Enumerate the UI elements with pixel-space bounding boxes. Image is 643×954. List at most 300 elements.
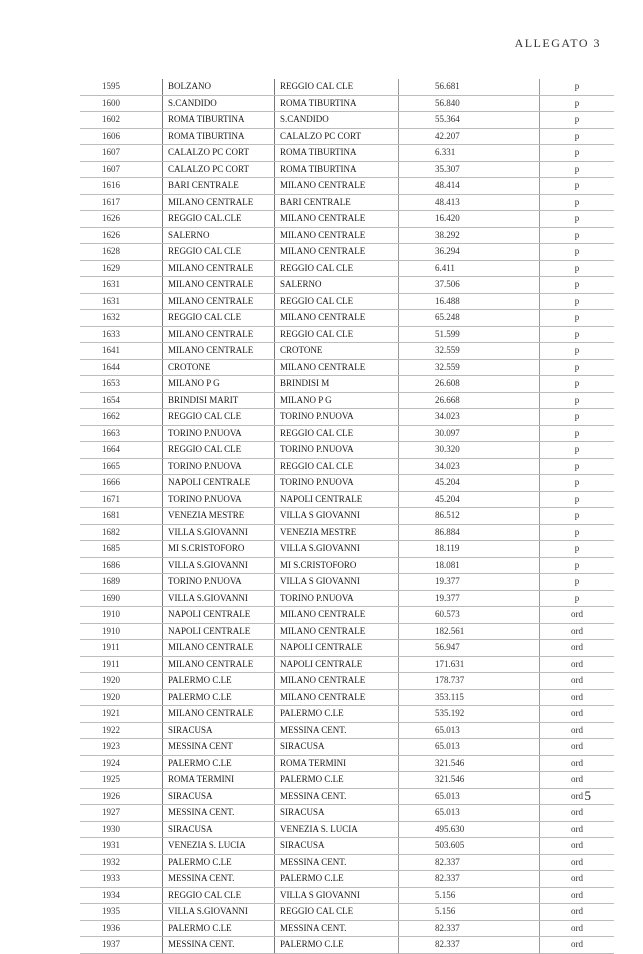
train-number-cell: 1686 [80, 557, 163, 574]
km-cell: 34.023 [399, 458, 540, 475]
origin-cell: MILANO P G [163, 376, 275, 393]
origin-cell: REGGIO CAL CLE [163, 442, 275, 459]
type-cell: ord [540, 904, 615, 921]
table-row [80, 475, 614, 492]
table-row [80, 788, 614, 805]
km-cell: 182.561 [399, 623, 540, 640]
type-cell: p [540, 590, 615, 607]
km-cell: 18.119 [399, 541, 540, 558]
type-cell: p [540, 112, 615, 129]
type-cell: ord [540, 689, 615, 706]
train-number-cell: 1936 [80, 920, 163, 937]
type-cell: p [540, 508, 615, 525]
page-number: 5 [584, 788, 591, 803]
km-cell: 65.013 [399, 805, 540, 822]
km-cell: 35.307 [399, 161, 540, 178]
type-cell: p [540, 194, 615, 211]
destination-cell: ROMA TERMINI [275, 755, 399, 772]
destination-cell: VENEZIA S. LUCIA [275, 821, 399, 838]
origin-cell: MESSINA CENT. [163, 937, 275, 954]
destination-cell: NAPOLI CENTRALE [275, 656, 399, 673]
km-cell: 178.737 [399, 673, 540, 690]
destination-cell: PALERMO C.LE [275, 937, 399, 954]
destination-cell: SIRACUSA [275, 739, 399, 756]
table-row [80, 194, 614, 211]
type-cell: ord [540, 755, 615, 772]
destination-cell: MILANO CENTRALE [275, 359, 399, 376]
table-row [80, 409, 614, 426]
origin-cell: NAPOLI CENTRALE [163, 475, 275, 492]
train-number-cell: 1932 [80, 854, 163, 871]
destination-cell: PALERMO C.LE [275, 871, 399, 888]
km-cell: 18.081 [399, 557, 540, 574]
origin-cell: MESSINA CENT. [163, 871, 275, 888]
table-row [80, 343, 614, 360]
origin-cell: PALERMO C.LE [163, 854, 275, 871]
type-cell: p [540, 409, 615, 426]
km-cell: 535.192 [399, 706, 540, 723]
km-cell: 16.420 [399, 211, 540, 228]
km-cell: 45.204 [399, 491, 540, 508]
type-cell: ord [540, 871, 615, 888]
origin-cell: VENEZIA S. LUCIA [163, 838, 275, 855]
km-cell: 171.631 [399, 656, 540, 673]
destination-cell: REGGIO CAL CLE [275, 293, 399, 310]
type-cell: ord [540, 854, 615, 871]
km-cell: 56.840 [399, 95, 540, 112]
train-number-cell: 1933 [80, 871, 163, 888]
type-cell: p [540, 128, 615, 145]
km-cell: 353.115 [399, 689, 540, 706]
origin-cell: ROMA TIBURTINA [163, 128, 275, 145]
train-number-cell: 1607 [80, 145, 163, 162]
train-number-cell: 1626 [80, 211, 163, 228]
km-cell: 6.411 [399, 260, 540, 277]
train-number-cell: 1930 [80, 821, 163, 838]
table-row [80, 524, 614, 541]
destination-cell: PALERMO C.LE [275, 706, 399, 723]
destination-cell: CROTONE [275, 343, 399, 360]
table-row [80, 623, 614, 640]
km-cell: 56.681 [399, 79, 540, 95]
km-cell: 34.023 [399, 409, 540, 426]
destination-cell: NAPOLI CENTRALE [275, 640, 399, 657]
train-number-cell: 1628 [80, 244, 163, 261]
table-row [80, 145, 614, 162]
table-row [80, 706, 614, 723]
train-number-cell: 1666 [80, 475, 163, 492]
destination-cell: MI S.CRISTOFORO [275, 557, 399, 574]
train-number-cell: 1665 [80, 458, 163, 475]
train-number-cell: 1924 [80, 755, 163, 772]
destination-cell: SALERNO [275, 277, 399, 294]
table-row [80, 128, 614, 145]
table-row [80, 557, 614, 574]
destination-cell: TORINO P.NUOVA [275, 590, 399, 607]
table-body [80, 79, 614, 953]
origin-cell: REGGIO CAL.CLE [163, 211, 275, 228]
km-cell: 65.013 [399, 739, 540, 756]
type-cell: ord [540, 772, 615, 789]
km-cell: 5.156 [399, 904, 540, 921]
table-row [80, 673, 614, 690]
train-number-cell: 1685 [80, 541, 163, 558]
km-cell: 30.320 [399, 442, 540, 459]
train-number-cell: 1911 [80, 640, 163, 657]
origin-cell: MILANO CENTRALE [163, 194, 275, 211]
train-number-cell: 1920 [80, 673, 163, 690]
origin-cell: TORINO P.NUOVA [163, 425, 275, 442]
table-row [80, 904, 614, 921]
train-number-cell: 1671 [80, 491, 163, 508]
origin-cell: MILANO CENTRALE [163, 326, 275, 343]
train-number-cell: 1663 [80, 425, 163, 442]
origin-cell: VILLA S.GIOVANNI [163, 590, 275, 607]
destination-cell: SIRACUSA [275, 805, 399, 822]
table-row [80, 739, 614, 756]
type-cell: ord [540, 623, 615, 640]
train-number-cell: 1910 [80, 607, 163, 624]
type-cell: ord [540, 821, 615, 838]
destination-cell: MILANO CENTRALE [275, 310, 399, 327]
km-cell: 32.559 [399, 343, 540, 360]
origin-cell: VILLA S.GIOVANNI [163, 904, 275, 921]
destination-cell: VENEZIA MESTRE [275, 524, 399, 541]
destination-cell: CALALZO PC CORT [275, 128, 399, 145]
destination-cell: REGGIO CAL CLE [275, 79, 399, 95]
table-row [80, 425, 614, 442]
type-cell: ord [540, 722, 615, 739]
type-cell: p [540, 227, 615, 244]
origin-cell: BOLZANO [163, 79, 275, 95]
train-number-cell: 1934 [80, 887, 163, 904]
origin-cell: PALERMO C.LE [163, 673, 275, 690]
km-cell: 30.097 [399, 425, 540, 442]
km-cell: 321.546 [399, 772, 540, 789]
destination-cell: MESSINA CENT. [275, 722, 399, 739]
table-row [80, 607, 614, 624]
origin-cell: REGGIO CAL CLE [163, 244, 275, 261]
table-row [80, 574, 614, 591]
type-cell: p [540, 244, 615, 261]
type-cell: p [540, 541, 615, 558]
table-row [80, 326, 614, 343]
origin-cell: VENEZIA MESTRE [163, 508, 275, 525]
destination-cell: VILLA S GIOVANNI [275, 508, 399, 525]
table-row [80, 310, 614, 327]
km-cell: 26.668 [399, 392, 540, 409]
table-row [80, 161, 614, 178]
table-row [80, 244, 614, 261]
origin-cell: MILANO CENTRALE [163, 343, 275, 360]
destination-cell: BARI CENTRALE [275, 194, 399, 211]
destination-cell: ROMA TIBURTINA [275, 95, 399, 112]
table-row [80, 112, 614, 129]
origin-cell: NAPOLI CENTRALE [163, 607, 275, 624]
origin-cell: PALERMO C.LE [163, 755, 275, 772]
table-row [80, 211, 614, 228]
km-cell: 86.512 [399, 508, 540, 525]
origin-cell: ROMA TIBURTINA [163, 112, 275, 129]
train-number-cell: 1595 [80, 79, 163, 95]
destination-cell: REGGIO CAL CLE [275, 326, 399, 343]
train-number-cell: 1644 [80, 359, 163, 376]
train-number-cell: 1631 [80, 293, 163, 310]
type-cell: p [540, 277, 615, 294]
km-cell: 48.414 [399, 178, 540, 195]
table-row [80, 277, 614, 294]
destination-cell: TORINO P.NUOVA [275, 409, 399, 426]
train-number-cell: 1910 [80, 623, 163, 640]
origin-cell: REGGIO CAL CLE [163, 887, 275, 904]
km-cell: 82.337 [399, 854, 540, 871]
destination-cell: MILANO CENTRALE [275, 607, 399, 624]
type-cell: ord [540, 656, 615, 673]
table-row [80, 920, 614, 937]
destination-cell: REGGIO CAL CLE [275, 458, 399, 475]
destination-cell: MILANO CENTRALE [275, 623, 399, 640]
train-number-cell: 1602 [80, 112, 163, 129]
table-row [80, 772, 614, 789]
train-number-cell: 1682 [80, 524, 163, 541]
origin-cell: TORINO P.NUOVA [163, 491, 275, 508]
table-row [80, 491, 614, 508]
origin-cell: BARI CENTRALE [163, 178, 275, 195]
type-cell: p [540, 442, 615, 459]
table-row [80, 359, 614, 376]
origin-cell: SIRACUSA [163, 821, 275, 838]
km-cell: 321.546 [399, 755, 540, 772]
km-cell: 51.599 [399, 326, 540, 343]
km-cell: 36.294 [399, 244, 540, 261]
origin-cell: REGGIO CAL CLE [163, 409, 275, 426]
type-cell: ord [540, 706, 615, 723]
origin-cell: MILANO CENTRALE [163, 260, 275, 277]
train-number-cell: 1632 [80, 310, 163, 327]
destination-cell: BRINDISI M [275, 376, 399, 393]
origin-cell: CROTONE [163, 359, 275, 376]
table-row [80, 590, 614, 607]
train-number-cell: 1653 [80, 376, 163, 393]
train-number-cell: 1689 [80, 574, 163, 591]
destination-cell: MILANO CENTRALE [275, 673, 399, 690]
type-cell: ord [540, 673, 615, 690]
train-number-cell: 1681 [80, 508, 163, 525]
table-row [80, 805, 614, 822]
origin-cell: MI S.CRISTOFORO [163, 541, 275, 558]
table-row [80, 442, 614, 459]
destination-cell: NAPOLI CENTRALE [275, 491, 399, 508]
origin-cell: MILANO CENTRALE [163, 706, 275, 723]
table-row [80, 541, 614, 558]
train-number-cell: 1921 [80, 706, 163, 723]
type-cell: p [540, 359, 615, 376]
train-number-cell: 1626 [80, 227, 163, 244]
destination-cell: TORINO P.NUOVA [275, 442, 399, 459]
table-row [80, 376, 614, 393]
km-cell: 42.207 [399, 128, 540, 145]
train-number-cell: 1926 [80, 788, 163, 805]
destination-cell: MESSINA CENT. [275, 854, 399, 871]
type-cell: ord [540, 739, 615, 756]
origin-cell: PALERMO C.LE [163, 920, 275, 937]
km-cell: 65.013 [399, 722, 540, 739]
destination-cell: MILANO CENTRALE [275, 689, 399, 706]
type-cell: ord [540, 838, 615, 855]
type-cell: ord [540, 887, 615, 904]
km-cell: 5.156 [399, 887, 540, 904]
km-cell: 65.013 [399, 788, 540, 805]
km-cell: 45.204 [399, 475, 540, 492]
train-number-cell: 1927 [80, 805, 163, 822]
type-cell: ord [540, 640, 615, 657]
destination-cell: MESSINA CENT. [275, 920, 399, 937]
destination-cell: MILANO CENTRALE [275, 227, 399, 244]
origin-cell: CALALZO PC CORT [163, 161, 275, 178]
origin-cell: MILANO CENTRALE [163, 656, 275, 673]
origin-cell: MILANO CENTRALE [163, 640, 275, 657]
origin-cell: ROMA TERMINI [163, 772, 275, 789]
table-row [80, 821, 614, 838]
origin-cell: MILANO CENTRALE [163, 277, 275, 294]
train-number-cell: 1923 [80, 739, 163, 756]
train-number-cell: 1616 [80, 178, 163, 195]
table-row [80, 392, 614, 409]
table-row [80, 293, 614, 310]
km-cell: 503.605 [399, 838, 540, 855]
train-number-cell: 1664 [80, 442, 163, 459]
origin-cell: MESSINA CENT. [163, 805, 275, 822]
train-number-cell: 1654 [80, 392, 163, 409]
destination-cell: VILLA S GIOVANNI [275, 574, 399, 591]
train-number-cell: 1935 [80, 904, 163, 921]
type-cell: p [540, 293, 615, 310]
km-cell: 26.608 [399, 376, 540, 393]
table-row [80, 722, 614, 739]
destination-cell: MILANO CENTRALE [275, 178, 399, 195]
table-row [80, 227, 614, 244]
table-row [80, 178, 614, 195]
origin-cell: PALERMO C.LE [163, 689, 275, 706]
destination-cell: TORINO P.NUOVA [275, 475, 399, 492]
type-cell: p [540, 524, 615, 541]
train-number-cell: 1925 [80, 772, 163, 789]
origin-cell: SIRACUSA [163, 722, 275, 739]
table-row [80, 79, 614, 95]
km-cell: 19.377 [399, 574, 540, 591]
train-number-cell: 1631 [80, 277, 163, 294]
destination-cell: MILANO CENTRALE [275, 244, 399, 261]
destination-cell: MILANO CENTRALE [275, 211, 399, 228]
km-cell: 65.248 [399, 310, 540, 327]
origin-cell: MESSINA CENT [163, 739, 275, 756]
table-row [80, 854, 614, 871]
type-cell: p [540, 343, 615, 360]
table-row [80, 656, 614, 673]
table-row [80, 838, 614, 855]
train-number-cell: 1920 [80, 689, 163, 706]
train-number-cell: 1937 [80, 937, 163, 954]
km-cell: 55.364 [399, 112, 540, 129]
type-cell: p [540, 491, 615, 508]
type-cell: p [540, 392, 615, 409]
km-cell: 16.488 [399, 293, 540, 310]
type-cell: p [540, 260, 615, 277]
origin-cell: NAPOLI CENTRALE [163, 623, 275, 640]
origin-cell: SALERNO [163, 227, 275, 244]
table-row [80, 260, 614, 277]
origin-cell: VILLA S.GIOVANNI [163, 557, 275, 574]
km-cell: 37.506 [399, 277, 540, 294]
type-cell: p [540, 161, 615, 178]
destination-cell: VILLA S.GIOVANNI [275, 541, 399, 558]
table-row [80, 508, 614, 525]
origin-cell: TORINO P.NUOVA [163, 574, 275, 591]
type-cell: p [540, 574, 615, 591]
train-number-cell: 1922 [80, 722, 163, 739]
destination-cell: S.CANDIDO [275, 112, 399, 129]
type-cell: p [540, 95, 615, 112]
km-cell: 32.559 [399, 359, 540, 376]
type-cell: p [540, 475, 615, 492]
train-number-cell: 1629 [80, 260, 163, 277]
type-cell: ord [540, 937, 615, 954]
destination-cell: MESSINA CENT. [275, 788, 399, 805]
km-cell: 60.573 [399, 607, 540, 624]
km-cell: 56.947 [399, 640, 540, 657]
km-cell: 19.377 [399, 590, 540, 607]
km-cell: 86.884 [399, 524, 540, 541]
destination-cell: SIRACUSA [275, 838, 399, 855]
origin-cell: REGGIO CAL CLE [163, 310, 275, 327]
table-row [80, 689, 614, 706]
type-cell: p [540, 458, 615, 475]
origin-cell: BRINDISI MARIT [163, 392, 275, 409]
document-header: ALLEGATO 3 [514, 36, 601, 50]
table-row [80, 937, 614, 954]
type-cell: ord [540, 805, 615, 822]
table-row [80, 458, 614, 475]
type-cell: p [540, 178, 615, 195]
destination-cell: MILANO P G [275, 392, 399, 409]
km-cell: 495.630 [399, 821, 540, 838]
origin-cell: VILLA S.GIOVANNI [163, 524, 275, 541]
type-cell: p [540, 425, 615, 442]
destination-cell: ROMA TIBURTINA [275, 145, 399, 162]
origin-cell: TORINO P.NUOVA [163, 458, 275, 475]
train-number-cell: 1607 [80, 161, 163, 178]
destination-cell: REGGIO CAL CLE [275, 904, 399, 921]
train-number-cell: 1641 [80, 343, 163, 360]
train-number-cell: 1690 [80, 590, 163, 607]
km-cell: 6.331 [399, 145, 540, 162]
km-cell: 82.337 [399, 937, 540, 954]
destination-cell: ROMA TIBURTINA [275, 161, 399, 178]
train-number-cell: 1931 [80, 838, 163, 855]
type-cell: ord [540, 788, 615, 805]
train-number-cell: 1600 [80, 95, 163, 112]
destination-cell: REGGIO CAL CLE [275, 425, 399, 442]
train-number-cell: 1911 [80, 656, 163, 673]
origin-cell: S.CANDIDO [163, 95, 275, 112]
type-cell: ord [540, 920, 615, 937]
train-number-cell: 1617 [80, 194, 163, 211]
type-cell: p [540, 310, 615, 327]
origin-cell: SIRACUSA [163, 788, 275, 805]
type-cell: p [540, 557, 615, 574]
origin-cell: MILANO CENTRALE [163, 293, 275, 310]
train-number-cell: 1633 [80, 326, 163, 343]
